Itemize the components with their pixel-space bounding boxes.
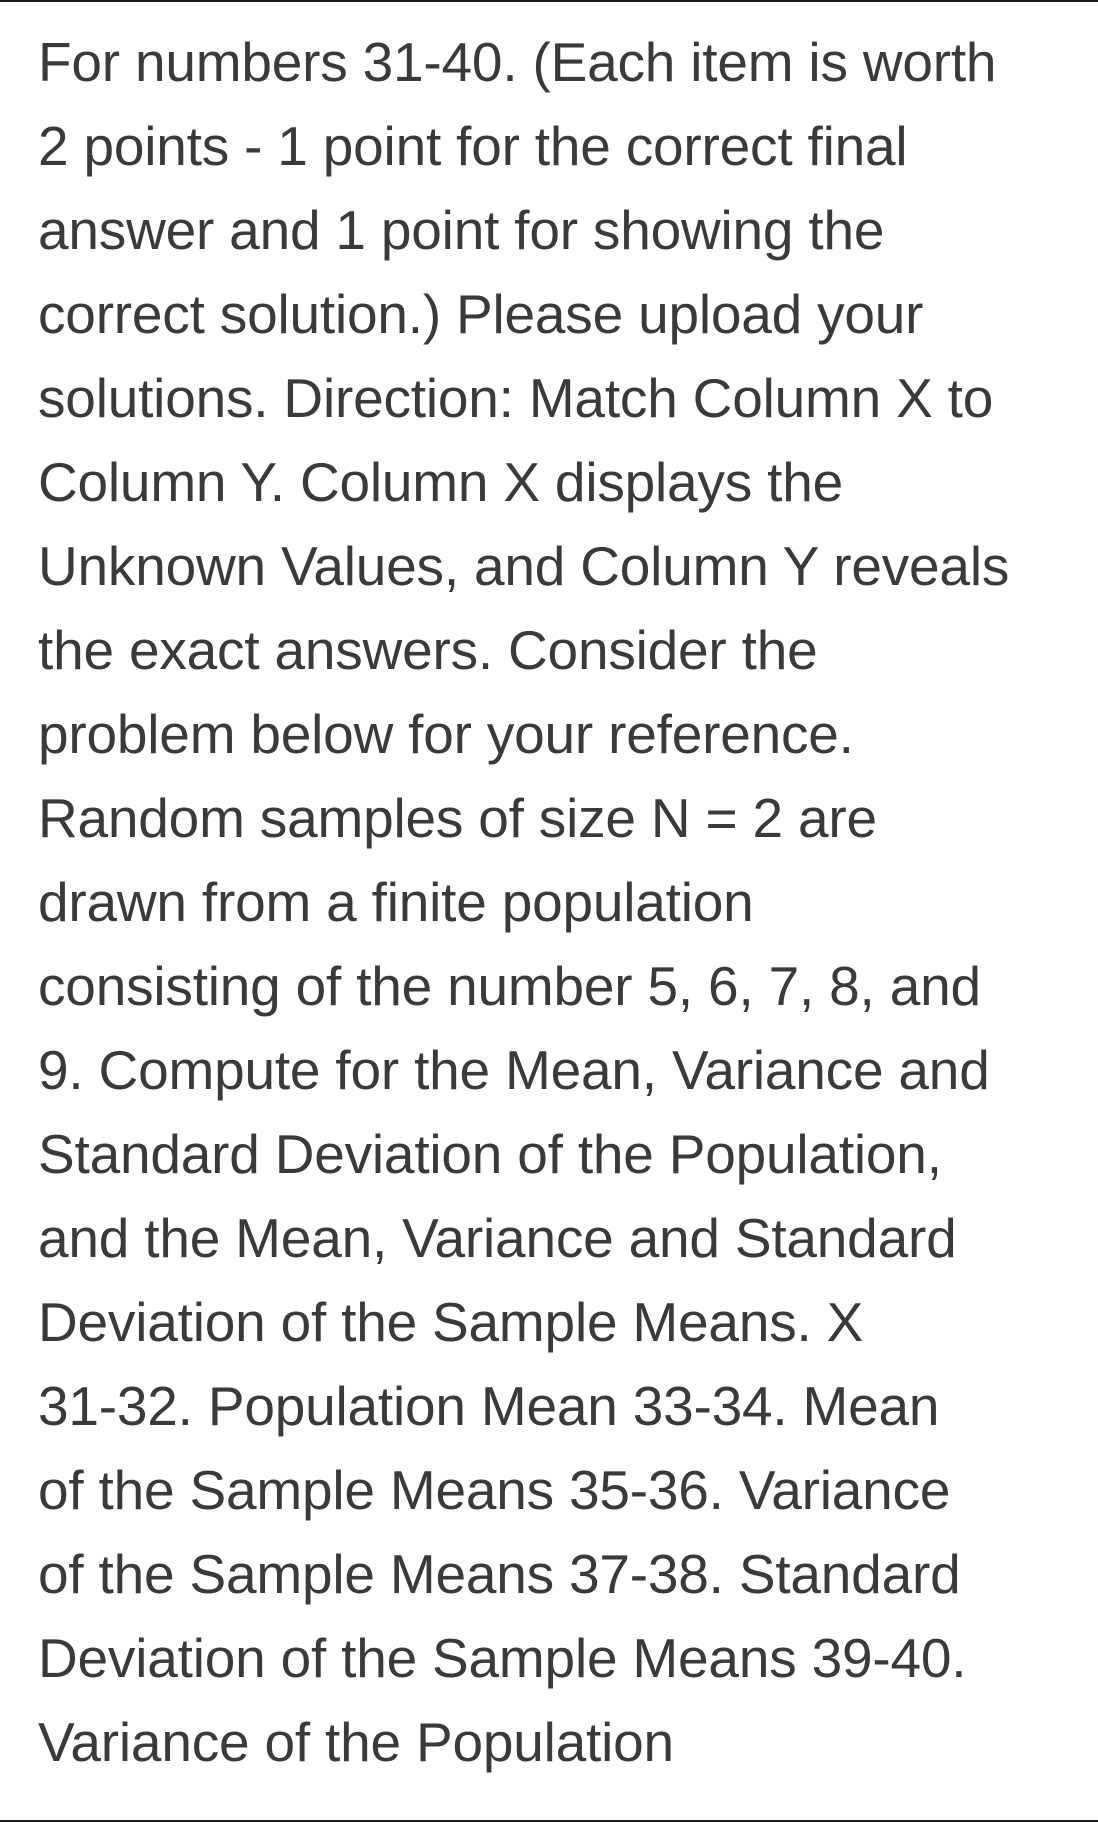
- text-line: Deviation of the Sample Means. X: [38, 1291, 864, 1353]
- text-line: Standard Deviation of the Population,: [38, 1123, 942, 1185]
- text-line: drawn from a finite population: [38, 871, 754, 933]
- text-line: the exact answers. Consider the: [38, 619, 818, 681]
- text-line: correct solution.) Please upload your: [38, 283, 924, 345]
- text-line: For numbers 31-40. (Each item is worth: [38, 31, 997, 93]
- text-line: and the Mean, Variance and Standard: [38, 1207, 957, 1269]
- text-line: answer and 1 point for showing the: [38, 199, 885, 261]
- text-line: 31-32. Population Mean 33-34. Mean: [38, 1375, 940, 1437]
- text-line: Unknown Values, and Column Y reveals: [38, 535, 1010, 597]
- top-divider: [0, 0, 1098, 2]
- text-line: problem below for your reference.: [38, 703, 854, 765]
- text-line: solutions. Direction: Match Column X to: [38, 367, 994, 429]
- text-line: Column Y. Column X displays the: [38, 451, 843, 513]
- text-line: Deviation of the Sample Means 39-40.: [38, 1627, 967, 1689]
- text-line: of the Sample Means 35-36. Variance: [38, 1459, 951, 1521]
- text-line: 2 points - 1 point for the correct final: [38, 115, 908, 177]
- text-line: consisting of the number 5, 6, 7, 8, and: [38, 955, 981, 1017]
- text-line: 9. Compute for the Mean, Variance and: [38, 1039, 990, 1101]
- text-line: of the Sample Means 37-38. Standard: [38, 1543, 961, 1605]
- text-line: Variance of the Population: [38, 1711, 674, 1773]
- question-text: [38, 20, 1078, 1784]
- text-line: Random samples of size N = 2 are: [38, 787, 877, 849]
